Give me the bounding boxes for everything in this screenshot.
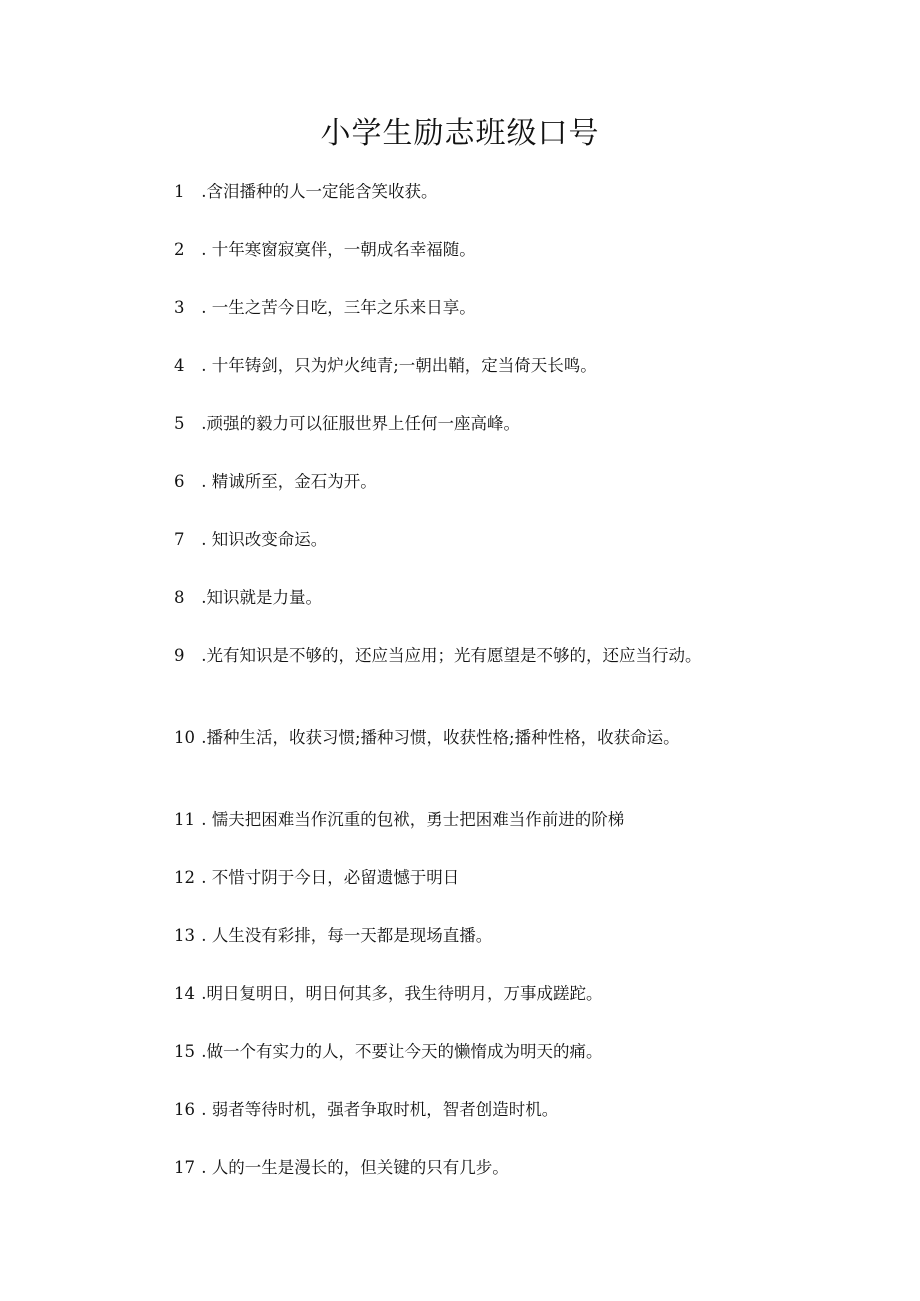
item-text: .明日复明日，明日何其多，我生待明月，万事成蹉跎。 (196, 984, 603, 1003)
list-item (174, 294, 734, 321)
item-number: 3 (174, 298, 185, 317)
list-item (174, 236, 734, 263)
item-number: 10 (174, 728, 195, 747)
list-item (174, 584, 734, 611)
item-text: .知识就是力量。 (196, 588, 322, 607)
list-item (174, 642, 734, 669)
list-item (174, 980, 734, 1007)
item-number: 11 (174, 810, 195, 829)
item-number: 9 (174, 646, 185, 665)
list-item (174, 1038, 734, 1065)
list-item (174, 864, 734, 891)
item-text: . 懦夫把困难当作沉重的包袱，勇士把困难当作前进的阶梯 (196, 810, 625, 829)
item-text: . 十年寒窗寂寞伴，一朝成名幸福随。 (196, 240, 476, 259)
list-item (174, 410, 734, 437)
item-number: 17 (174, 1158, 195, 1177)
item-number: 5 (174, 414, 185, 433)
item-number: 7 (174, 530, 185, 549)
item-text: . 人的一生是漫长的，但关键的只有几步。 (196, 1158, 509, 1177)
list-item (174, 922, 734, 949)
item-text: .播种生活，收获习惯;播种习惯，收获性格;播种性格，收获命运。 (196, 728, 680, 747)
item-text: .顽强的毅力可以征服世界上任何一座高峰。 (196, 414, 520, 433)
item-number: 6 (174, 472, 185, 491)
item-text: . 人生没有彩排，每一天都是现场直播。 (196, 926, 493, 945)
list-item (174, 468, 734, 495)
item-text: .做一个有实力的人，不要让今天的懒惰成为明天的痛。 (196, 1042, 603, 1061)
list-item (174, 1096, 734, 1123)
item-number: 12 (174, 868, 195, 887)
page-title: 小学生励志班级口号 (320, 116, 600, 151)
item-number: 16 (174, 1100, 195, 1119)
item-text: . 一生之苦今日吃，三年之乐来日享。 (196, 298, 476, 317)
item-number: 13 (174, 926, 195, 945)
item-text: . 不惜寸阴于今日，必留遗憾于明日 (196, 868, 460, 887)
list-item (174, 178, 734, 205)
item-number: 15 (174, 1042, 195, 1061)
item-number: 2 (174, 240, 185, 259)
item-number: 8 (174, 588, 185, 607)
item-number: 14 (174, 984, 195, 1003)
item-text: . 十年铸剑，只为炉火纯青;一朝出鞘，定当倚天长鸣。 (196, 356, 597, 375)
list-item (174, 806, 734, 833)
item-number: 4 (174, 356, 185, 375)
item-text: . 知识改变命运。 (196, 530, 328, 549)
item-number: 1 (174, 182, 185, 201)
list-item (174, 1154, 734, 1181)
item-text: . 精诚所至，金石为开。 (196, 472, 377, 491)
item-text: . 弱者等待时机，强者争取时机，智者创造时机。 (196, 1100, 559, 1119)
list-item (174, 526, 734, 553)
item-text: .含泪播种的人一定能含笑收获。 (196, 182, 438, 201)
list-item (174, 724, 734, 751)
item-text: .光有知识是不够的，还应当应用；光有愿望是不够的，还应当行动。 (196, 646, 702, 665)
list-item (174, 352, 734, 379)
